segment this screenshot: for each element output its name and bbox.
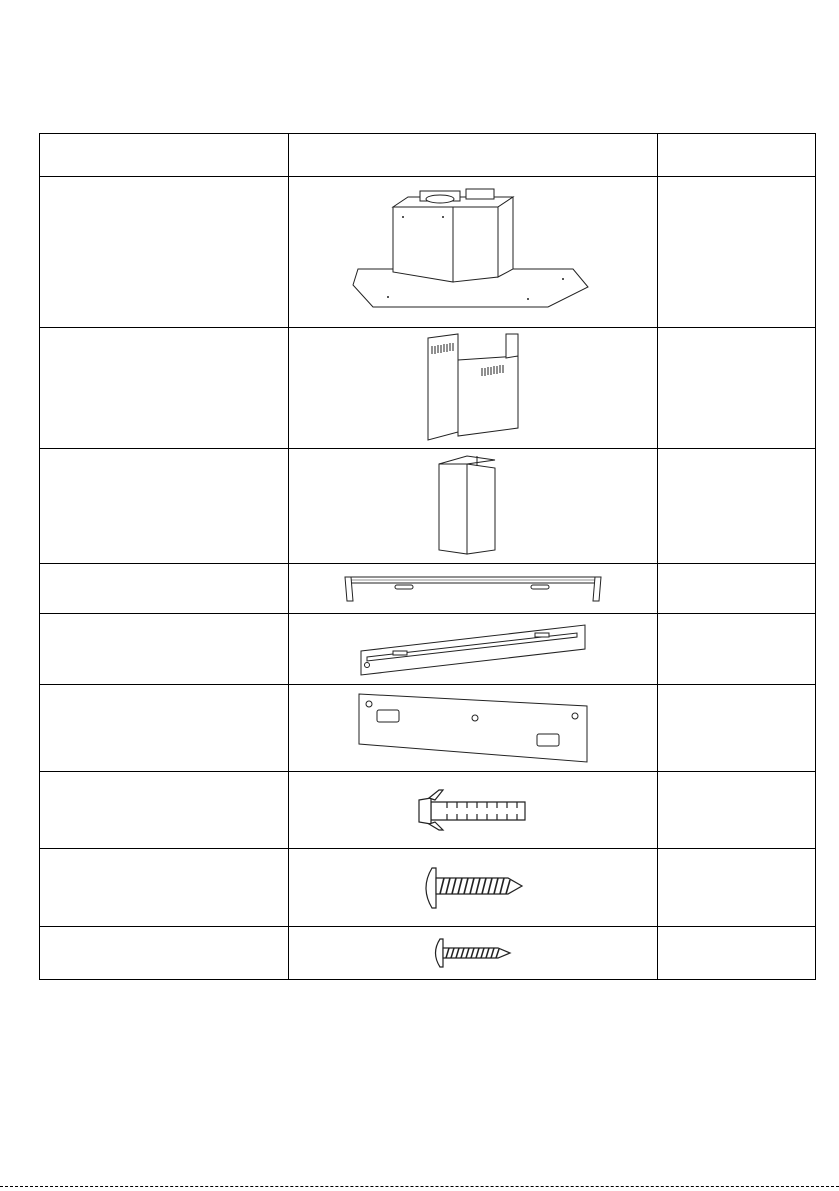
table-row bbox=[40, 685, 816, 772]
part-qty bbox=[658, 685, 816, 772]
wall-plug-drawing bbox=[413, 788, 533, 832]
part-drawing-cell bbox=[289, 177, 658, 328]
table-row bbox=[40, 449, 816, 564]
short-screw-drawing bbox=[428, 936, 518, 970]
part-name bbox=[40, 564, 289, 614]
part-qty bbox=[658, 772, 816, 849]
part-qty bbox=[658, 449, 816, 564]
part-drawing-cell bbox=[289, 849, 658, 927]
upper-chimney-cover-drawing bbox=[418, 332, 528, 444]
table-row bbox=[40, 177, 816, 328]
header-qty bbox=[658, 134, 816, 177]
part-drawing-cell bbox=[289, 685, 658, 772]
table-row bbox=[40, 772, 816, 849]
table-row bbox=[40, 927, 816, 980]
part-qty bbox=[658, 927, 816, 980]
lower-chimney-cover-drawing bbox=[433, 454, 513, 558]
part-qty bbox=[658, 614, 816, 685]
table-row bbox=[40, 849, 816, 927]
part-name bbox=[40, 927, 289, 980]
page-bottom-dashed-rule bbox=[0, 1186, 839, 1187]
parts-table bbox=[39, 133, 816, 980]
part-name bbox=[40, 449, 289, 564]
header-drawing bbox=[289, 134, 658, 177]
part-name bbox=[40, 772, 289, 849]
part-drawing-cell bbox=[289, 927, 658, 980]
table-header-row bbox=[40, 134, 816, 177]
long-screw-drawing bbox=[418, 864, 528, 912]
part-name bbox=[40, 685, 289, 772]
part-drawing-cell bbox=[289, 772, 658, 849]
part-drawing-cell bbox=[289, 328, 658, 449]
slotted-bracket-drawing bbox=[353, 619, 593, 679]
part-qty bbox=[658, 849, 816, 927]
table-row bbox=[40, 564, 816, 614]
part-name bbox=[40, 849, 289, 927]
part-name bbox=[40, 177, 289, 328]
part-qty bbox=[658, 564, 816, 614]
short-mounting-bracket-drawing bbox=[343, 571, 603, 607]
part-name bbox=[40, 328, 289, 449]
hood-base-with-plate-drawing bbox=[348, 187, 598, 317]
part-drawing-cell bbox=[289, 564, 658, 614]
part-drawing-cell bbox=[289, 614, 658, 685]
part-qty bbox=[658, 328, 816, 449]
part-name bbox=[40, 614, 289, 685]
table-row bbox=[40, 328, 816, 449]
table-row bbox=[40, 614, 816, 685]
part-drawing-cell bbox=[289, 449, 658, 564]
wall-plate-drawing bbox=[353, 690, 593, 766]
part-qty bbox=[658, 177, 816, 328]
header-name bbox=[40, 134, 289, 177]
